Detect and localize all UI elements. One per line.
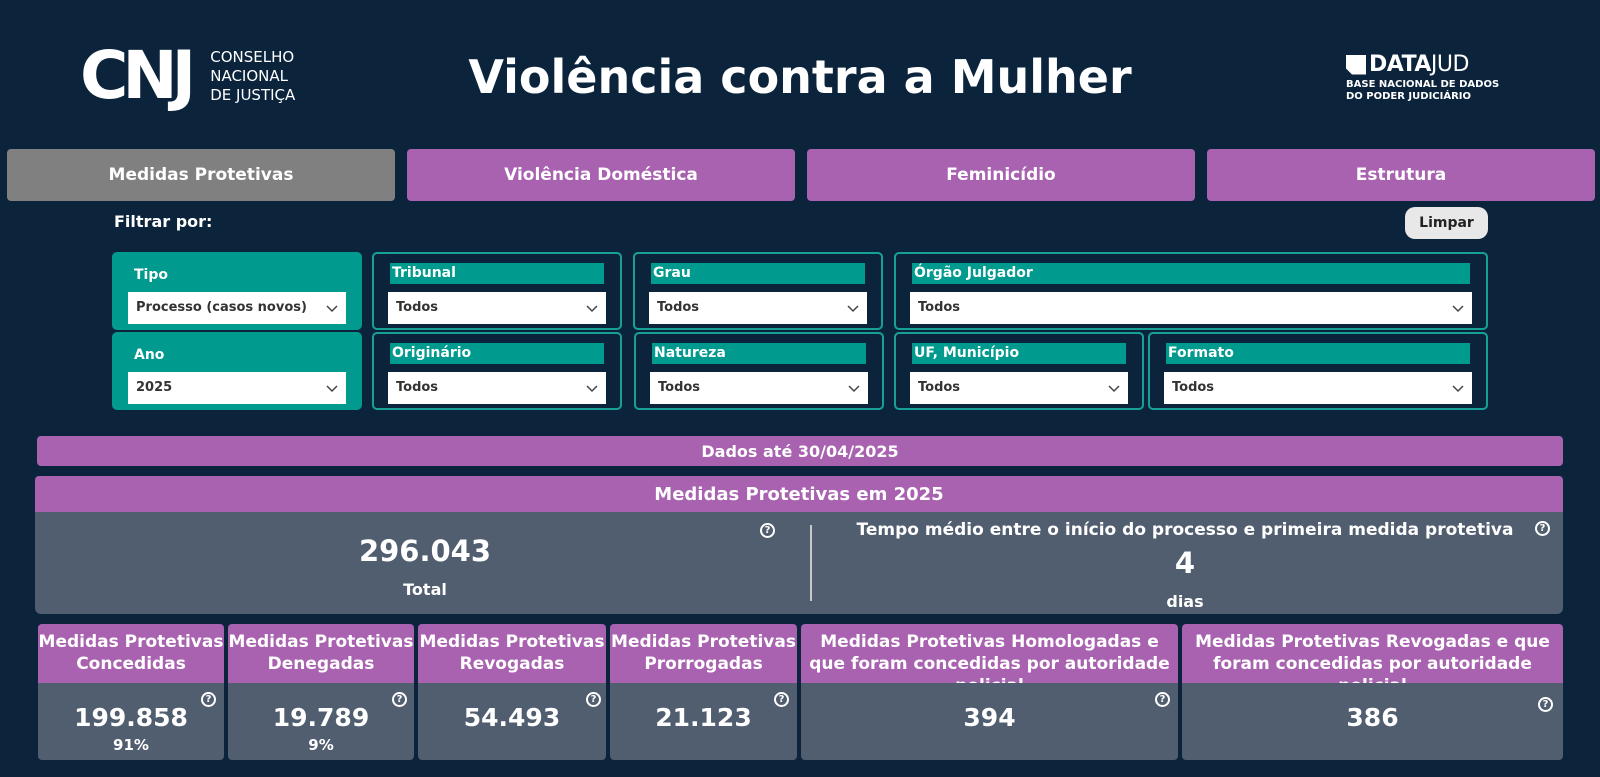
total-label: Total <box>403 580 447 599</box>
card-revogadas <box>418 624 606 760</box>
chevron-down-icon <box>848 382 860 394</box>
filter-formato-label: Formato <box>1166 343 1470 364</box>
help-icon[interactable]: ? <box>586 692 601 707</box>
filter-uf-label: UF, Município <box>912 343 1126 364</box>
summary-title: Medidas Protetivas em 2025 <box>35 476 1563 512</box>
chevron-down-icon <box>847 302 859 314</box>
filter-tribunal-select[interactable]: Todos <box>388 292 606 324</box>
tab-estrutura[interactable]: Estrutura <box>1207 149 1595 201</box>
data-until-banner: Dados até 30/04/2025 <box>37 436 1563 466</box>
card-title: Medidas Protetivas Denegadas <box>228 624 414 683</box>
time-title: Tempo médio entre o início do processo e primeira medida protetiva <box>856 520 1514 540</box>
datajud-icon <box>1346 55 1366 75</box>
filter-tribunal-label: Tribunal <box>390 263 604 284</box>
card-value: 54.493 <box>463 703 561 732</box>
filter-orgao-select[interactable]: Todos <box>910 292 1472 324</box>
filter-ano-select[interactable]: 2025 <box>128 372 346 404</box>
summary-divider <box>810 525 812 601</box>
card-homologadas-policial <box>801 624 1178 760</box>
total-value: 296.043 <box>358 534 492 568</box>
filter-originario <box>372 332 622 410</box>
card-concedidas <box>38 624 224 760</box>
filter-tipo-select[interactable]: Processo (casos novos) <box>128 292 346 324</box>
filter-originario-label: Originário <box>390 343 604 364</box>
filter-natureza-label: Natureza <box>652 343 866 364</box>
card-value: 19.789 <box>272 703 370 732</box>
card-percent: 9% <box>308 736 334 754</box>
chevron-down-icon <box>1108 382 1120 394</box>
chevron-down-icon <box>1452 382 1464 394</box>
filter-grau-label: Grau <box>651 263 865 284</box>
time-unit: dias <box>1166 592 1204 611</box>
filter-natureza <box>634 332 884 410</box>
card-denegadas <box>228 624 414 760</box>
page-title: Violência contra a Mulher <box>468 50 1132 104</box>
filter-originario-select[interactable]: Todos <box>388 372 606 404</box>
cnj-name: CONSELHO NACIONAL DE JUSTIÇA <box>210 47 296 104</box>
clear-filters-button[interactable]: Limpar <box>1405 207 1488 239</box>
card-title: Medidas Protetivas Revogadas e que foram concedidas por autoridade <box>1182 624 1563 683</box>
chevron-down-icon <box>1452 302 1464 314</box>
filter-ano-label: Ano <box>134 347 165 363</box>
filter-orgao-julgador <box>894 252 1488 330</box>
tab-violencia-domestica[interactable]: Violência Doméstica <box>407 149 795 201</box>
time-value: 4 <box>1174 546 1196 580</box>
tab-medidas-protetivas[interactable]: Medidas Protetivas <box>7 149 395 201</box>
filter-grau-select[interactable]: Todos <box>649 292 867 324</box>
chevron-down-icon <box>586 302 598 314</box>
filter-ano <box>112 332 362 410</box>
help-icon[interactable]: ? <box>1155 692 1170 707</box>
chevron-down-icon <box>586 382 598 394</box>
filter-natureza-select[interactable]: Todos <box>650 372 868 404</box>
tab-feminicidio[interactable]: Feminicídio <box>807 149 1195 201</box>
filter-tribunal <box>372 252 622 330</box>
card-value: 386 <box>1346 703 1399 732</box>
help-icon[interactable]: ? <box>201 692 216 707</box>
filter-formato <box>1148 332 1488 410</box>
filter-tipo-label: Tipo <box>134 267 168 283</box>
filter-grau <box>633 252 883 330</box>
card-prorrogadas <box>610 624 797 760</box>
card-title: Medidas Protetivas Homologadas e que foram concedidas por autoridade <box>801 624 1178 683</box>
help-icon[interactable]: ? <box>760 523 775 538</box>
card-title: Medidas Protetivas Prorrogadas <box>610 624 797 683</box>
filter-uf-select[interactable]: Todos <box>910 372 1128 404</box>
card-percent: 91% <box>113 736 149 754</box>
chevron-down-icon <box>326 302 338 314</box>
card-value: 21.123 <box>655 703 752 732</box>
datajud-logo: DATAJUD BASE NACIONAL DE DADOS DO PODER JUDICIÁRIO <box>1346 52 1500 102</box>
card-title: Medidas Protetivas Revogadas <box>418 624 606 683</box>
card-title: Medidas Protetivas Concedidas <box>38 624 224 683</box>
filter-tipo <box>112 252 362 330</box>
filter-uf-municipio <box>894 332 1144 410</box>
help-icon[interactable]: ? <box>392 692 407 707</box>
filter-orgao-label: Órgão Julgador <box>912 263 1470 284</box>
card-revogadas-policial <box>1182 624 1563 760</box>
card-value: 394 <box>963 703 1016 732</box>
help-icon[interactable]: ? <box>774 692 789 707</box>
help-icon[interactable]: ? <box>1538 697 1553 712</box>
help-icon[interactable]: ? <box>1535 521 1550 536</box>
filter-label: Filtrar por: <box>114 212 213 231</box>
chevron-down-icon <box>326 382 338 394</box>
filter-formato-select[interactable]: Todos <box>1164 372 1472 404</box>
cnj-mark: CNJ <box>80 37 191 114</box>
card-value: 199.858 <box>74 703 188 732</box>
